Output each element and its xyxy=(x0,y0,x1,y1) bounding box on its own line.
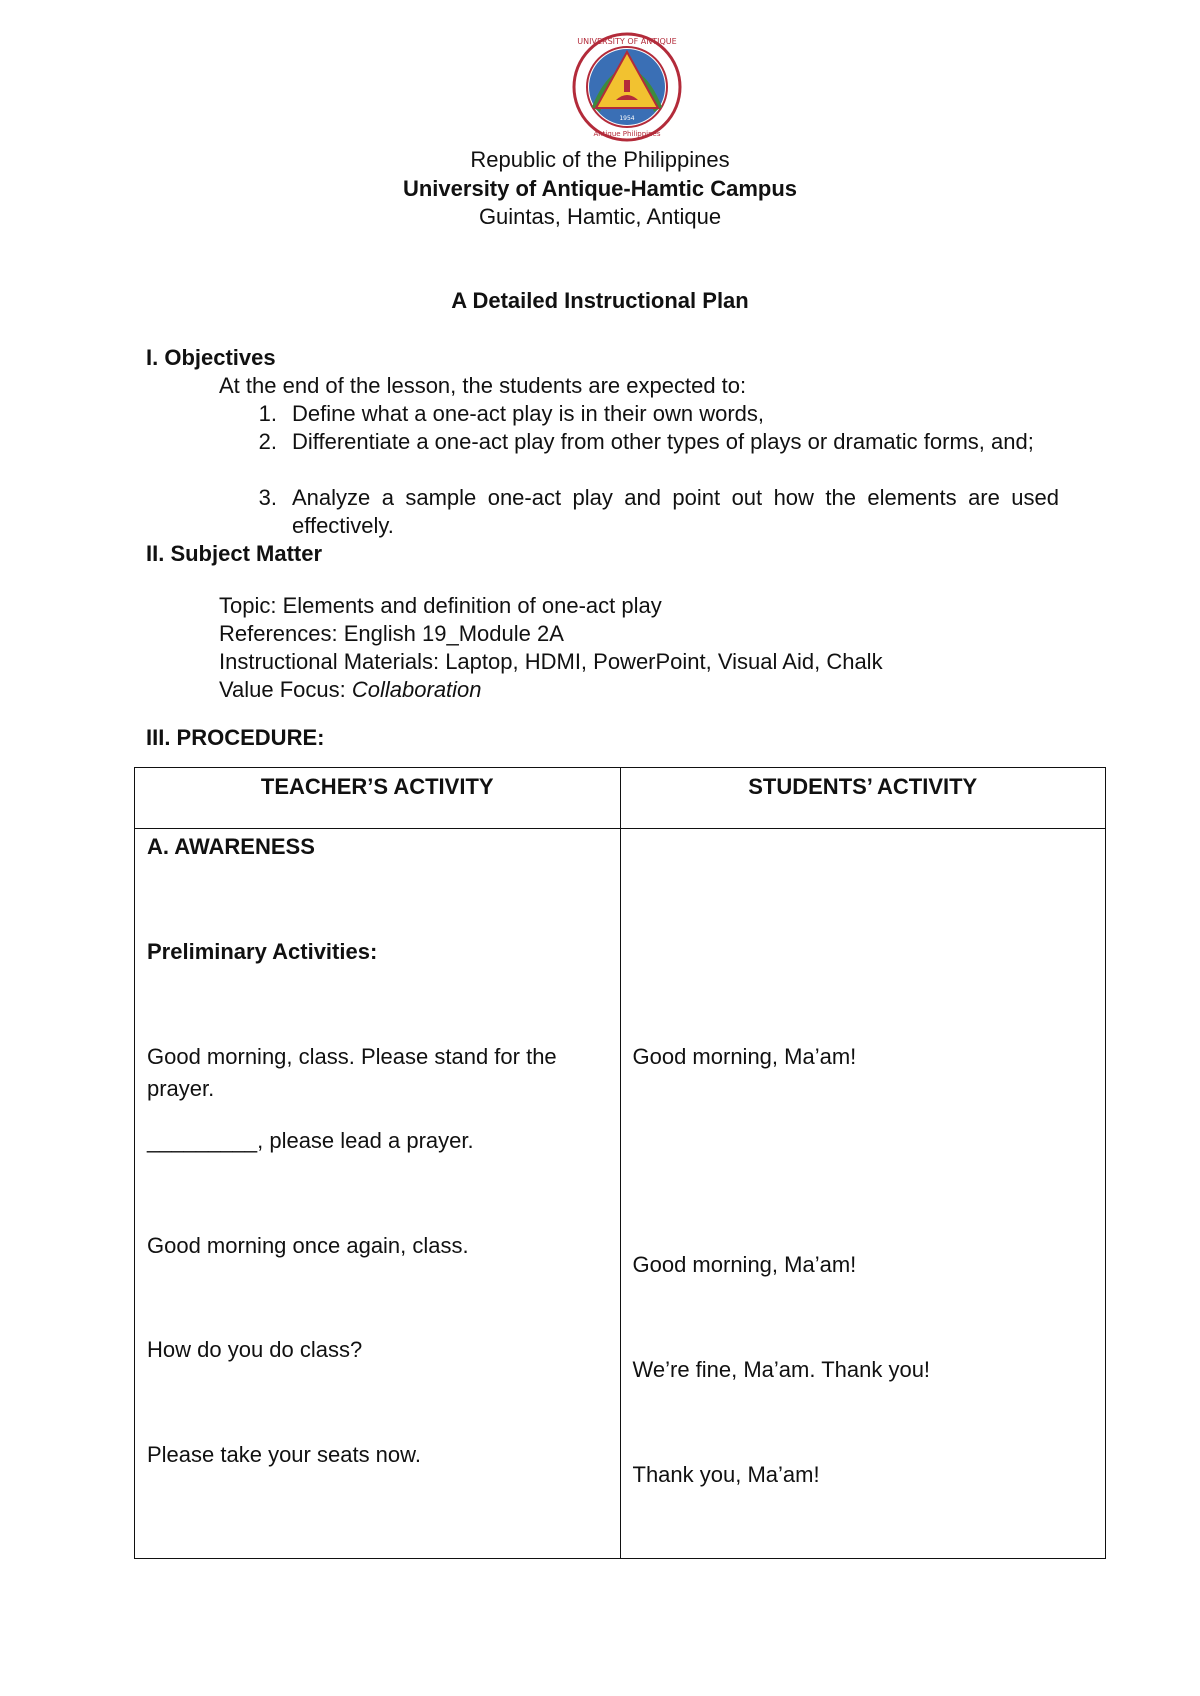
objectives-intro: At the end of the lesson, the students are expected to: xyxy=(219,373,747,398)
objective-number: 3. xyxy=(258,485,277,510)
preliminary-heading: Preliminary Activities: xyxy=(147,939,378,964)
objectives-heading: I. Objectives xyxy=(146,345,276,370)
subject-topic: Topic: Elements and definition of one-act play xyxy=(219,593,662,618)
teacher-line: Please take your seats now. xyxy=(147,1442,421,1467)
svg-text:1954: 1954 xyxy=(619,115,635,122)
objectives-list xyxy=(247,400,1062,540)
subject-matter-heading: II. Subject Matter xyxy=(146,541,323,566)
teacher-line: How do you do class? xyxy=(147,1337,363,1362)
university-name: University of Antique-Hamtic Campus xyxy=(402,176,798,201)
student-line: Good morning, Ma’am! xyxy=(632,1252,857,1277)
student-line: We’re fine, Ma’am. Thank you! xyxy=(632,1357,931,1382)
teacher-activity-cell xyxy=(135,829,621,1559)
awareness-heading: A. AWARENESS xyxy=(147,834,315,859)
students-activity-header: STUDENTS’ ACTIVITY xyxy=(620,768,1106,829)
subject-materials: Instructional Materials: Laptop, HDMI, PowerPoint, Visual Aid, Chalk xyxy=(219,649,883,674)
student-line: Good morning, Ma’am! xyxy=(632,1044,857,1069)
teacher-line: Good morning once again, class. xyxy=(147,1233,469,1258)
svg-text:UNIVERSITY OF ANTIQUE: UNIVERSITY OF ANTIQUE xyxy=(577,37,677,46)
document-title: A Detailed Instructional Plan xyxy=(451,288,749,313)
student-line: Thank you, Ma’am! xyxy=(632,1462,820,1487)
procedure-table xyxy=(134,767,1106,1559)
value-focus-label: Value Focus: xyxy=(219,677,352,702)
objective-text: Differentiate a one-act play from other types of plays or dramatic forms, and; xyxy=(292,429,1034,454)
teacher-line: _________, please lead a prayer. xyxy=(147,1128,474,1153)
svg-text:Antique Philippines: Antique Philippines xyxy=(593,130,661,138)
teacher-activity-header: TEACHER’S ACTIVITY xyxy=(135,768,621,829)
table-row xyxy=(135,829,1106,1559)
value-focus-value: Collaboration xyxy=(351,677,482,702)
objective-text: Analyze a sample one-act play and point out how the elements are used effectively. xyxy=(292,485,1059,538)
subject-references: References: English 19_Module 2A xyxy=(219,621,564,646)
campus-address: Guintas, Hamtic, Antique xyxy=(478,204,722,229)
subject-value-focus xyxy=(219,676,482,704)
country-line: Republic of the Philippines xyxy=(470,147,730,172)
university-seal-icon xyxy=(572,32,682,142)
objective-number: 1. xyxy=(258,401,277,426)
objective-number: 2. xyxy=(258,429,277,454)
teacher-line: Good morning, class. Please stand for the prayer. xyxy=(147,1044,557,1101)
table-header-row xyxy=(135,768,1106,829)
procedure-heading: III. PROCEDURE: xyxy=(146,725,325,750)
objective-text: Define what a one-act play is in their own words, xyxy=(292,401,765,426)
students-activity-cell xyxy=(620,829,1106,1559)
university-logo xyxy=(572,32,682,142)
